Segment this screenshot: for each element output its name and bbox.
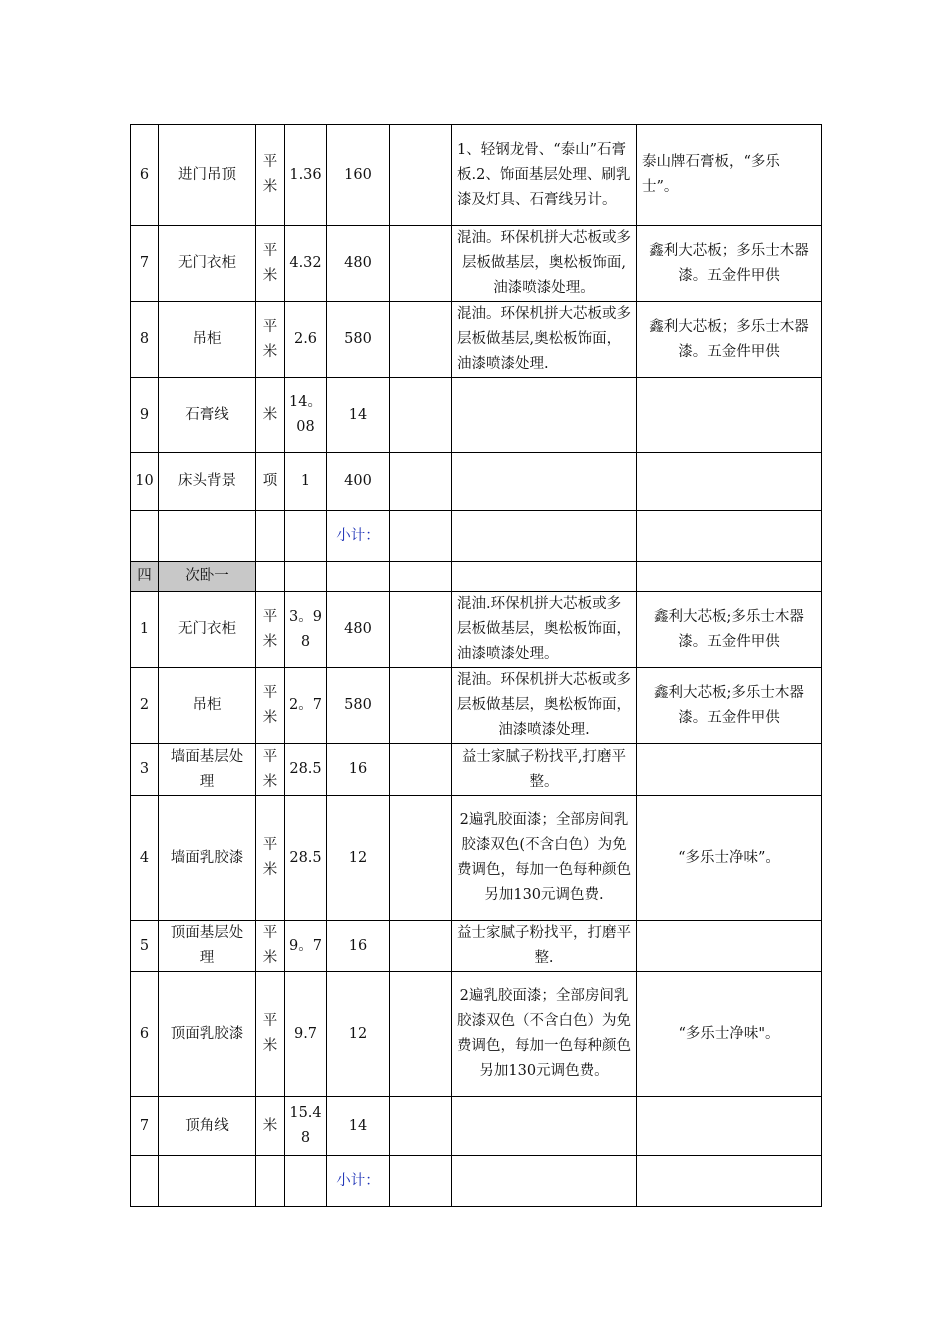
quantity: 15.48 xyxy=(285,1097,327,1156)
subtotal-row xyxy=(131,511,822,562)
description xyxy=(452,1097,637,1156)
table-row xyxy=(131,1097,822,1156)
description: 2遍乳胶面漆；全部房间乳胶漆双色(不含白色）为免费调色，每加一色每种颜色另加130元调色费. xyxy=(452,796,637,921)
row-number: 9 xyxy=(131,378,159,453)
item-name: 无门衣柜 xyxy=(159,226,256,302)
unit-price: 14 xyxy=(327,1097,390,1156)
quantity: 4.32 xyxy=(285,226,327,302)
quantity: 28.5 xyxy=(285,744,327,796)
unit: 平米 xyxy=(256,972,285,1097)
subtotal-label: 小计： xyxy=(327,1156,390,1207)
table-row xyxy=(131,453,822,511)
table-row xyxy=(131,125,822,226)
row-number: 8 xyxy=(131,302,159,378)
table-row xyxy=(131,668,822,744)
description: 2遍乳胶面漆；全部房间乳胶漆双色（不含白色）为免费调色，每加一色每种颜色另加130元调色费。 xyxy=(452,972,637,1097)
amount xyxy=(390,972,452,1097)
section-title: 次卧一 xyxy=(159,562,256,592)
description xyxy=(452,378,637,453)
amount xyxy=(390,302,452,378)
amount xyxy=(390,453,452,511)
unit: 平米 xyxy=(256,921,285,972)
item-name: 吊柜 xyxy=(159,302,256,378)
description: 混油.环保机拼大芯板或多层板做基层，奥松板饰面，油漆喷漆处理。 xyxy=(452,592,637,668)
table-row xyxy=(131,302,822,378)
item-name: 顶面乳胶漆 xyxy=(159,972,256,1097)
table-row xyxy=(131,921,822,972)
item-name: 石膏线 xyxy=(159,378,256,453)
brand: 鑫利大芯板；多乐士木器漆。五金件甲供 xyxy=(637,226,822,302)
quantity: 2.6 xyxy=(285,302,327,378)
table-row xyxy=(131,972,822,1097)
unit-price: 400 xyxy=(327,453,390,511)
unit-price: 12 xyxy=(327,796,390,921)
unit-price: 480 xyxy=(327,592,390,668)
brand: “多乐士净味"。 xyxy=(637,972,822,1097)
amount xyxy=(390,226,452,302)
item-name: 吊柜 xyxy=(159,668,256,744)
brand: 鑫利大芯板;多乐士木器漆。五金件甲供 xyxy=(637,668,822,744)
item-name: 墙面基层处理 xyxy=(159,744,256,796)
unit-price: 16 xyxy=(327,744,390,796)
quotation-table xyxy=(130,124,822,1207)
quantity: 2。7 xyxy=(285,668,327,744)
row-number: 7 xyxy=(131,226,159,302)
unit-price: 480 xyxy=(327,226,390,302)
unit-price: 580 xyxy=(327,668,390,744)
amount xyxy=(390,744,452,796)
table-row xyxy=(131,744,822,796)
table-row xyxy=(131,378,822,453)
quantity: 9。7 xyxy=(285,921,327,972)
brand xyxy=(637,453,822,511)
item-name: 进门吊顶 xyxy=(159,125,256,226)
brand: 鑫利大芯板；多乐士木器漆。五金件甲供 xyxy=(637,302,822,378)
unit-price: 16 xyxy=(327,921,390,972)
brand xyxy=(637,1097,822,1156)
row-number: 1 xyxy=(131,592,159,668)
quantity: 14。08 xyxy=(285,378,327,453)
unit: 米 xyxy=(256,1097,285,1156)
subtotal-row xyxy=(131,1156,822,1207)
unit: 平米 xyxy=(256,796,285,921)
row-number: 5 xyxy=(131,921,159,972)
unit: 项 xyxy=(256,453,285,511)
item-name: 无门衣柜 xyxy=(159,592,256,668)
amount xyxy=(390,921,452,972)
quantity: 28.5 xyxy=(285,796,327,921)
description: 混油。环保机拼大芯板或多层板做基层,奥松板饰面，油漆喷漆处理. xyxy=(452,302,637,378)
quantity: 3。98 xyxy=(285,592,327,668)
amount xyxy=(390,668,452,744)
amount xyxy=(390,1097,452,1156)
quantity: 9.7 xyxy=(285,972,327,1097)
item-name: 墙面乳胶漆 xyxy=(159,796,256,921)
row-number: 2 xyxy=(131,668,159,744)
description: 益士家腻子粉找平，打磨平整. xyxy=(452,921,637,972)
amount xyxy=(390,125,452,226)
item-name: 顶角线 xyxy=(159,1097,256,1156)
unit-price: 160 xyxy=(327,125,390,226)
row-number: 6 xyxy=(131,125,159,226)
unit: 平米 xyxy=(256,668,285,744)
brand xyxy=(637,921,822,972)
section-row xyxy=(131,562,822,592)
brand xyxy=(637,378,822,453)
unit-price: 12 xyxy=(327,972,390,1097)
unit-price: 14 xyxy=(327,378,390,453)
amount xyxy=(390,378,452,453)
description: 混油。环保机拼大芯板或多层板做基层，奥松板饰面，油漆喷漆处理. xyxy=(452,668,637,744)
unit: 平米 xyxy=(256,744,285,796)
unit-price: 580 xyxy=(327,302,390,378)
unit: 米 xyxy=(256,378,285,453)
amount xyxy=(390,796,452,921)
row-number: 4 xyxy=(131,796,159,921)
description: 混油。环保机拼大芯板或多层板做基层，奥松板饰面,油漆喷漆处理。 xyxy=(452,226,637,302)
brand: “多乐士净味”。 xyxy=(637,796,822,921)
table-row xyxy=(131,796,822,921)
quantity: 1.36 xyxy=(285,125,327,226)
unit: 平米 xyxy=(256,592,285,668)
item-name: 床头背景 xyxy=(159,453,256,511)
description: 1、轻钢龙骨、“泰山”石膏板.2、饰面基层处理、刷乳漆及灯具、石膏线另计。 xyxy=(452,125,637,226)
item-name: 顶面基层处理 xyxy=(159,921,256,972)
row-number: 10 xyxy=(131,453,159,511)
brand xyxy=(637,744,822,796)
row-number: 6 xyxy=(131,972,159,1097)
unit: 平米 xyxy=(256,302,285,378)
unit: 平米 xyxy=(256,125,285,226)
brand: 鑫利大芯板;多乐士木器漆。五金件甲供 xyxy=(637,592,822,668)
row-number: 3 xyxy=(131,744,159,796)
amount xyxy=(390,592,452,668)
section-number: 四 xyxy=(131,562,159,592)
quantity: 1 xyxy=(285,453,327,511)
unit: 平米 xyxy=(256,226,285,302)
description: 益士家腻子粉找平,打磨平整。 xyxy=(452,744,637,796)
subtotal-label: 小计： xyxy=(327,511,390,562)
description xyxy=(452,453,637,511)
row-number: 7 xyxy=(131,1097,159,1156)
table-row xyxy=(131,592,822,668)
table-row xyxy=(131,226,822,302)
brand: 泰山牌石膏板，“多乐士”。 xyxy=(637,125,822,226)
